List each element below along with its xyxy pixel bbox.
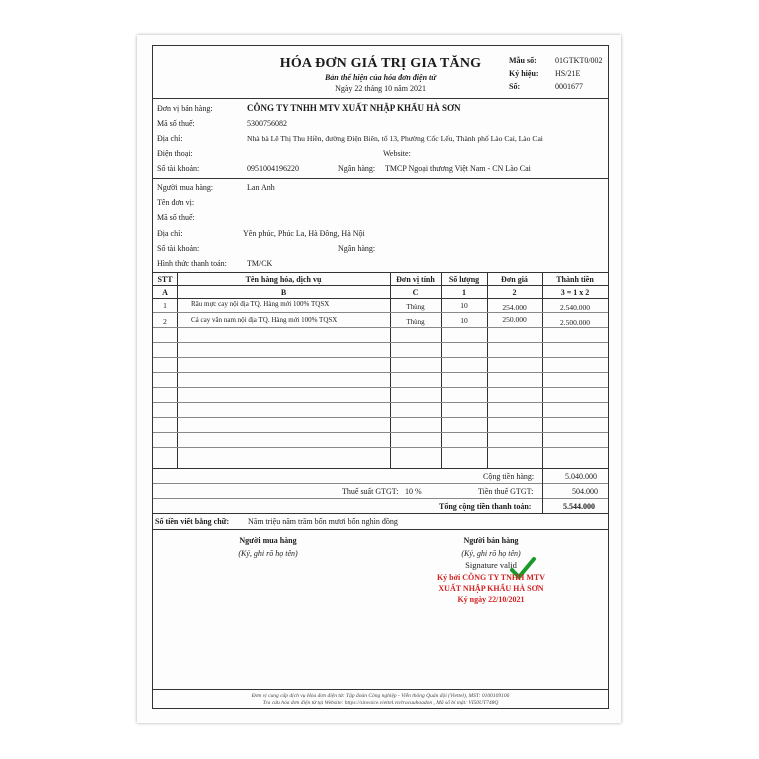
buyer-bank-label: Ngân hàng:: [338, 244, 376, 253]
buyer-sign-title: Người mua hàng: [239, 536, 297, 545]
signed-by-line2: XUẤT NHẬP KHẨU HÀ SƠN: [438, 584, 544, 593]
seller-account-value: 0951004196220: [247, 164, 299, 173]
words-divider: [153, 529, 608, 530]
seller-sign-title: Người bán hàng: [463, 536, 519, 545]
seller-account-label: Số tài khoản:: [157, 164, 200, 173]
buyer-address-label: Địa chỉ:: [157, 229, 183, 238]
col-header-stt: STT: [157, 275, 173, 284]
seller-tax-label: Mã số thuế:: [157, 119, 195, 128]
invoice-header: [153, 46, 608, 99]
row-stt: 2: [163, 317, 167, 326]
grand-total-label: Tổng cộng tiền thanh toán:: [439, 502, 532, 511]
footer-lookup: Tra cứu hóa đơn điện tử tại Website: https://sinvoice.viettel.vn/tracuuhoadon , Mã số bí mật: VI50UT748Q: [262, 700, 499, 706]
buyer-address-value: Yên phúc, Phúc La, Hà Đông, Hà Nội: [243, 229, 365, 238]
col-code: 2: [512, 288, 517, 297]
form-label: Mẫu số:: [509, 56, 537, 65]
col-header-unit: Đơn vị tính: [396, 275, 435, 284]
signed-by-line1: Ký bởi CÔNG TY TNHH MTV: [436, 573, 546, 582]
invoice-subtitle: Bản thể hiện của hóa đơn điện tử: [324, 73, 437, 82]
col-code: C: [412, 288, 419, 297]
col-header-amount: Thành tiền: [556, 275, 594, 284]
signed-date: Ký ngày 22/10/2021: [457, 595, 525, 604]
invoice-title: HÓA ĐƠN GIÁ TRỊ GIA TĂNG: [279, 56, 482, 71]
vat-amount-value: 504.000: [572, 487, 598, 496]
row-unit: Thùng: [406, 303, 425, 311]
buyer-unit-label: Tên đơn vị:: [157, 198, 195, 207]
seller-unit-value: CÔNG TY TNHH MTV XUẤT NHẬP KHẨU HÀ SƠN: [247, 103, 461, 113]
buyer-divider: [153, 272, 608, 273]
row-qty: 10: [460, 316, 468, 325]
form-value: 01GTKT0/002: [555, 56, 603, 65]
buyer-label: Người mua hàng:: [157, 183, 214, 192]
col-code: B: [280, 288, 287, 297]
invoice-date: Ngày 22 tháng 10 năm 2021: [335, 84, 426, 93]
buyer-value: Lan Anh: [247, 183, 275, 192]
seller-unit-label: Đơn vị bán hàng:: [157, 104, 213, 113]
seller-divider: [153, 178, 608, 179]
col-header-price: Đơn giá: [501, 275, 528, 284]
subtotal-value: 5.040.000: [565, 472, 597, 481]
signature-valid-text: Signature valid: [465, 560, 517, 570]
vat-rate-label: Thuế suất GTGT:: [342, 487, 399, 496]
row-stt: 1: [163, 301, 167, 310]
buyer-account-label: Số tài khoản:: [157, 244, 200, 253]
buyer-payment-value: TM/CK: [247, 259, 273, 268]
row-name: Cá cay văn nam nội địa TQ. Hàng mới 100% TQSX: [191, 316, 338, 324]
vat-rate-value: 10 %: [405, 487, 422, 496]
row-unit: Thùng: [406, 318, 425, 326]
seller-address-label: Địa chỉ:: [157, 134, 183, 143]
col-code: 1: [462, 288, 466, 297]
seller-bank-label: Ngân hàng:: [338, 164, 376, 173]
subtotal-label: Cộng tiền hàng:: [483, 472, 535, 481]
buyer-tax-label: Mã số thuế:: [157, 213, 195, 222]
seller-phone-label: Điện thoại:: [157, 149, 193, 158]
row-qty: 10: [460, 301, 468, 310]
footer-divider: [153, 689, 608, 690]
number-label: Số:: [509, 82, 521, 91]
invoice-frame: [152, 45, 609, 709]
row-name: Râu mực cay nội địa TQ. Hàng mới 100% TQSX: [191, 300, 330, 308]
row-price: 254.000: [502, 303, 527, 312]
seller-website-label: Website:: [383, 149, 411, 158]
words-label: Số tiền viết bằng chữ:: [155, 517, 230, 526]
col-header-name: Tên hàng hóa, dịch vụ: [245, 275, 322, 284]
seller-bank-value: TMCP Ngoại thương Việt Nam - CN Lào Cai: [385, 164, 531, 173]
col-header-qty: Số lượng: [448, 275, 480, 284]
totals-divider: [153, 513, 608, 514]
serial-label: Ký hiệu:: [509, 69, 539, 78]
invoice-page: [137, 35, 621, 723]
footer-provider: Đơn vị cung cấp dịch vụ Hóa đơn điện tử: Tập đoàn Công nghiệp - Viễn thông Quân đội (Viettel), MST: 0100109106: [251, 693, 510, 699]
buyer-sign-hint: (Ký, ghi rõ họ tên): [238, 549, 298, 558]
row-amount: 2.500.000: [560, 318, 590, 327]
words-value: Năm triệu năm trăm bốn mươi bốn nghìn đồng: [248, 517, 398, 526]
vat-amount-label: Tiền thuế GTGT:: [478, 487, 534, 496]
seller-sign-hint: (Ký, ghi rõ họ tên): [461, 549, 521, 558]
seller-tax-value: 5300756082: [247, 119, 287, 128]
seller-address-value: Nhà bà Lê Thị Thu Hiền, đường Điện Biên, tổ 13, Phường Cốc Lếu, Thành phố Lào Cai, Lào Cai: [247, 134, 543, 143]
buyer-payment-label: Hình thức thanh toán:: [157, 259, 227, 268]
row-price: 250.000: [502, 315, 527, 324]
serial-value: HS/21E: [555, 69, 581, 78]
grand-total-value: 5.544.000: [563, 502, 595, 511]
row-amount: 2.540.000: [560, 303, 590, 312]
col-code: 3 = 1 x 2: [560, 288, 590, 297]
col-code: A: [162, 288, 168, 297]
number-value: 0001677: [555, 82, 583, 91]
